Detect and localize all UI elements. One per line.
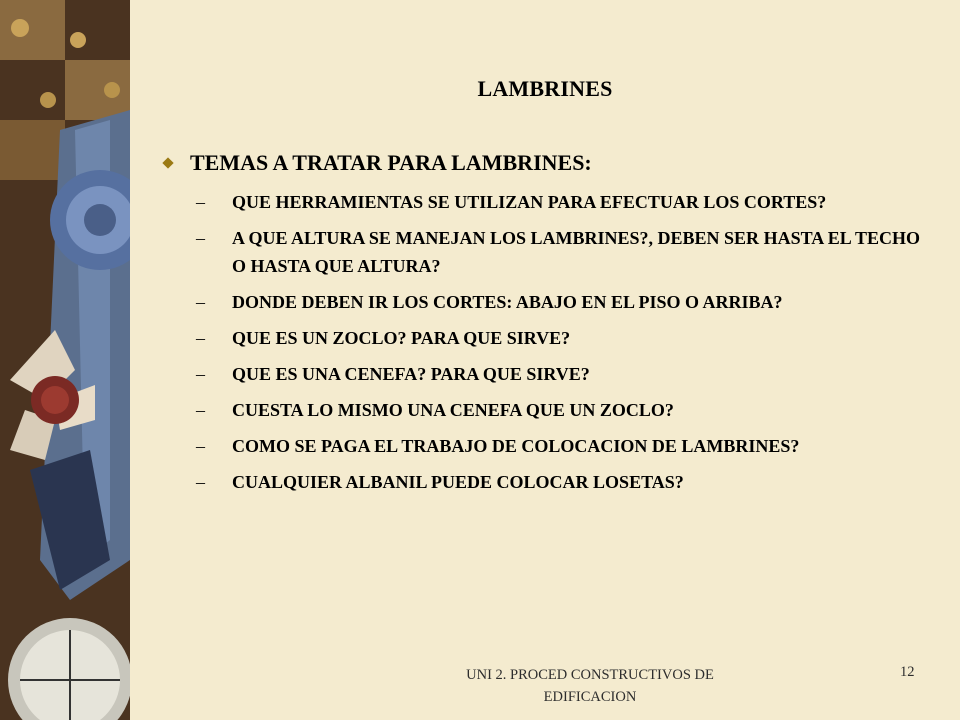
main-bullet-text: TEMAS A TRATAR PARA LAMBRINES:: [190, 150, 592, 175]
list-item-text: QUE HERRAMIENTAS SE UTILIZAN PARA EFECTUAR LOS CORTES?: [232, 192, 827, 212]
list-item: [196, 288, 920, 316]
dash-bullet-icon: –: [196, 400, 205, 420]
dash-bullet-icon: –: [196, 472, 205, 492]
dash-bullet-icon: –: [196, 192, 205, 212]
dash-bullet-icon: –: [196, 228, 205, 248]
list-item-text: DONDE DEBEN IR LOS CORTES: ABAJO EN EL PISO O ARRIBA?: [232, 292, 783, 312]
list-item: [196, 188, 920, 216]
footer-course-title: [360, 664, 820, 708]
list-item-text: CUALQUIER ALBANIL PUEDE COLOCAR LOSETAS?: [232, 472, 684, 492]
list-item-text: QUE ES UNA CENEFA? PARA QUE SIRVE?: [232, 364, 590, 384]
footer-line-1: UNI 2. PROCED CONSTRUCTIVOS DE: [466, 667, 714, 683]
list-item-text: CUESTA LO MISMO UNA CENEFA QUE UN ZOCLO?: [232, 400, 674, 420]
list-item: [196, 360, 920, 388]
list-item: [196, 432, 920, 460]
dash-bullet-icon: –: [196, 364, 205, 384]
dash-bullet-icon: –: [196, 436, 205, 456]
list-item: [196, 224, 920, 280]
list-item: [196, 396, 920, 424]
topic-list: [196, 188, 920, 504]
list-item-text: QUE ES UN ZOCLO? PARA QUE SIRVE?: [232, 328, 571, 348]
dash-bullet-icon: –: [196, 292, 205, 312]
slide-content: [130, 0, 960, 720]
list-item: [196, 324, 920, 352]
dash-bullet-icon: –: [196, 328, 205, 348]
slide-title: LAMBRINES: [477, 76, 613, 101]
footer-line-2: EDIFICACION: [543, 689, 637, 705]
page-number: 12: [900, 664, 915, 680]
list-item: [196, 468, 920, 496]
medal-artwork: [0, 0, 130, 720]
main-bullet: [160, 150, 592, 176]
diamond-bullet-icon: [162, 157, 173, 168]
list-item-text: A QUE ALTURA SE MANEJAN LOS LAMBRINES?, DEBEN SER HASTA EL TECHO O HASTA QUE ALTURA?: [232, 228, 920, 276]
decorative-side-image: [0, 0, 130, 720]
list-item-text: COMO SE PAGA EL TRABAJO DE COLOCACION DE LAMBRINES?: [232, 436, 800, 456]
